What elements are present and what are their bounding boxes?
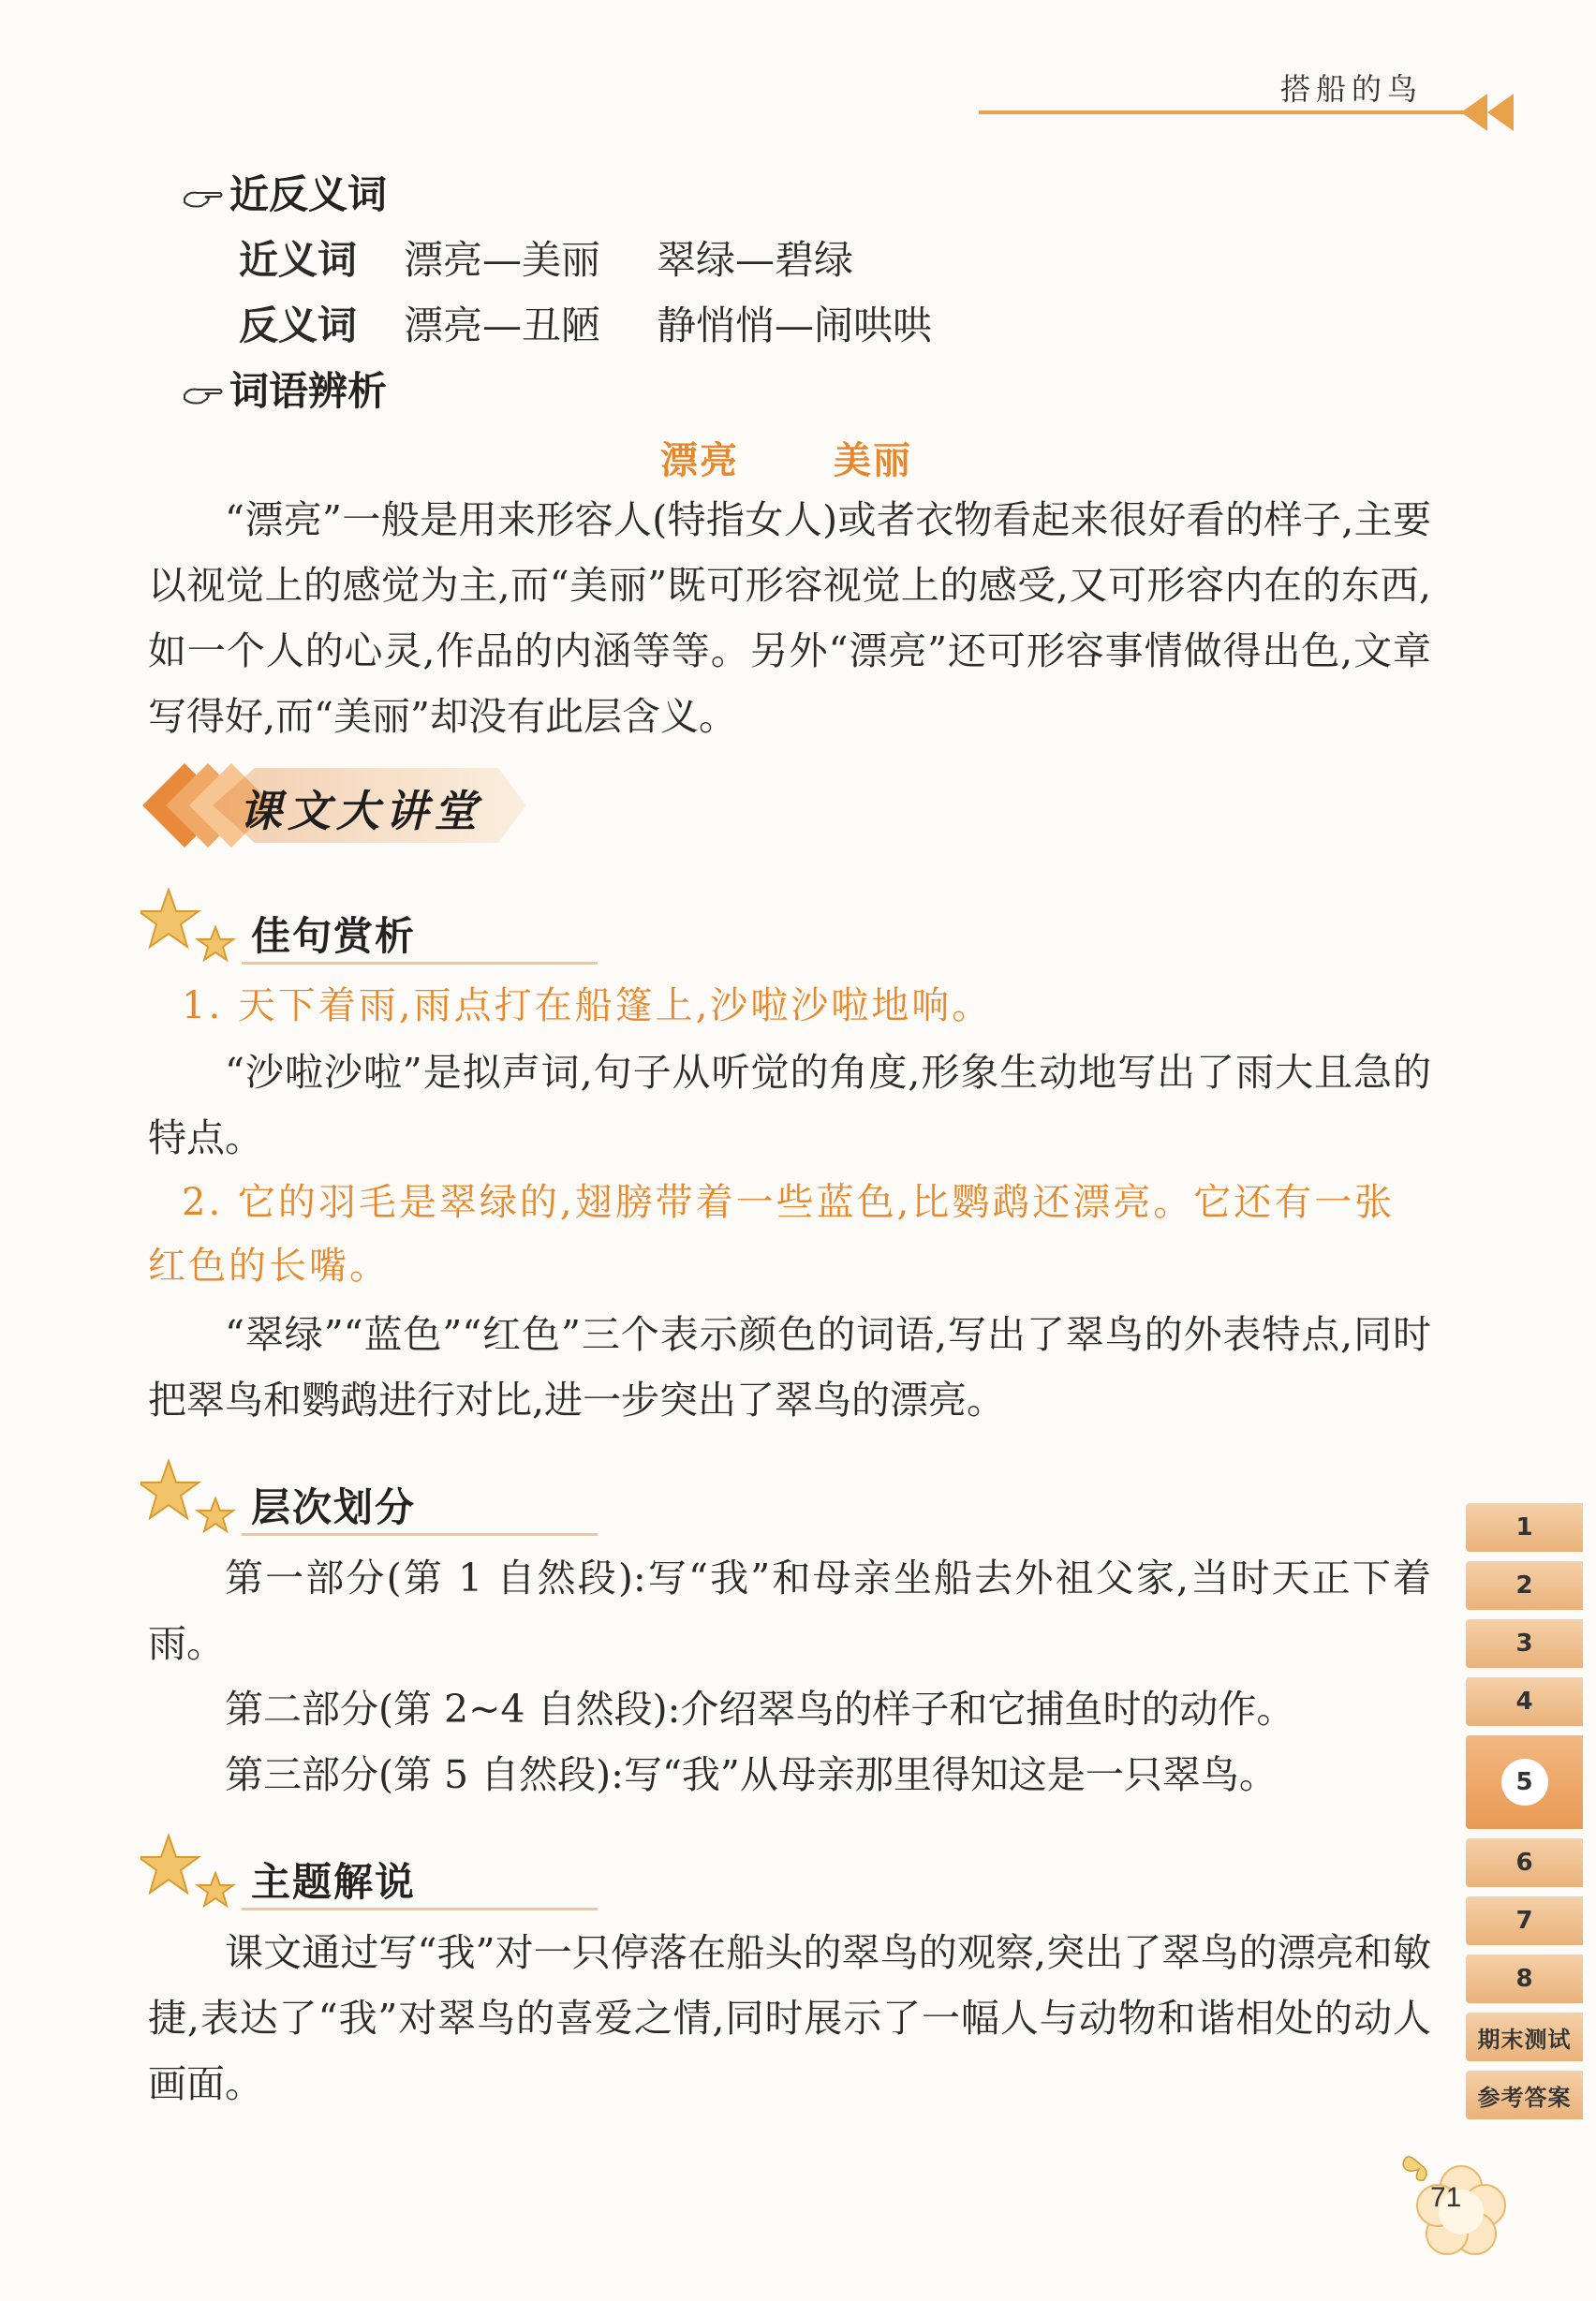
double-arrow-icon	[1450, 89, 1520, 136]
compare-word: 美丽	[834, 439, 912, 482]
example-sentence-2	[148, 1171, 1431, 1298]
theme-title: 主题解说	[251, 1859, 417, 1905]
tab-1[interactable]: 1	[1466, 1503, 1583, 1552]
word-analysis-title: 词语辨析	[229, 368, 388, 414]
structure-heading	[140, 1456, 478, 1550]
compare-word: 漂亮	[660, 439, 739, 482]
tab-answers[interactable]: 参考答案	[1466, 2071, 1583, 2119]
antonym-pair: 漂亮—丑陋	[404, 302, 601, 348]
stars-icon	[140, 885, 244, 969]
tab-2[interactable]: 2	[1466, 1561, 1583, 1610]
header-rule	[979, 111, 1466, 114]
active-tab-number: 5	[1501, 1759, 1548, 1806]
synonyms-title: 近反义词	[229, 171, 388, 217]
word-analysis-text: “漂亮”一般是用来形容人(特指女人)或者衣物看起来很好看的样子,主要以视觉上的感觉为主,而“美丽”既可形容视觉上的感受,又可形容内在的东西,如一个人的心灵,作品的内涵等等。另外“漂亮”还可形容事情做得出色,文章写得好,而“美丽”却没有此层含义。	[148, 497, 1432, 739]
heading-underline	[242, 962, 598, 965]
lesson-title: 搭船的鸟	[1279, 71, 1423, 107]
stars-icon	[140, 1831, 244, 1915]
pointing-hand-icon	[183, 185, 224, 210]
synonym-pair: 翠绿—碧绿	[657, 237, 854, 283]
synonym-pair: 漂亮—美丽	[404, 237, 601, 283]
synonyms-section-heading	[183, 164, 387, 220]
synonym-row	[239, 229, 853, 286]
antonym-pair: 静悄悄—闹哄哄	[657, 302, 933, 348]
page-number: 71	[1430, 2182, 1462, 2213]
structure-part: 第二部分(第 2~4 自然段):介绍翠鸟的样子和它捕鱼时的动作。	[225, 1687, 1295, 1732]
heading-underline	[242, 1533, 598, 1536]
antonym-label: 反义词	[239, 302, 358, 348]
tab-7[interactable]: 7	[1466, 1896, 1583, 1945]
example-note-text: “沙啦沙啦”是拟声词,句子从听觉的角度,形象生动地写出了雨大且急的特点。	[148, 1050, 1431, 1160]
structure-title: 层次划分	[251, 1484, 417, 1530]
example-note-2	[148, 1302, 1431, 1433]
example-note-1	[148, 1040, 1431, 1171]
word-analysis-heading	[183, 361, 387, 417]
example-sentence-text: 1. 天下着雨,雨点打在船篷上,沙啦沙啦地响。	[182, 984, 993, 1027]
structure-part: 第一部分(第 1 自然段):写“我”和母亲坐船去外祖父家,当时天正下着雨。	[148, 1556, 1431, 1666]
sentences-title: 佳句赏析	[251, 913, 417, 959]
theme-heading	[140, 1831, 478, 1925]
pointing-hand-icon	[183, 382, 224, 406]
theme-text: 课文通过写“我”对一只停落在船头的翠鸟的观察,突出了翠鸟的漂亮和敏捷,表达了“我”对翠鸟的喜爱之情,同时展示了一幅人与动物和谐相处的动人画面。	[148, 1930, 1431, 2106]
theme-paragraph	[148, 1920, 1431, 2117]
tab-4[interactable]: 4	[1466, 1677, 1583, 1726]
banner-title: 课文大讲堂	[239, 786, 482, 836]
structure-parts	[148, 1545, 1431, 1807]
stars-icon	[140, 1456, 244, 1541]
antonym-row	[239, 295, 932, 351]
sentences-heading	[140, 885, 478, 979]
word-analysis-paragraph	[148, 487, 1431, 749]
tab-6[interactable]: 6	[1466, 1838, 1583, 1887]
example-note-text: “翠绿”“蓝色”“红色”三个表示颜色的词语,写出了翠鸟的外表特点,同时把翠鸟和鹦鹉进行对比,进一步突出了翠鸟的漂亮。	[148, 1312, 1431, 1423]
tab-5[interactable]	[1466, 1735, 1583, 1829]
tab-3[interactable]: 3	[1466, 1619, 1583, 1668]
example-sentence-1	[148, 974, 1431, 1038]
tab-final-test[interactable]: 期末测试	[1466, 2013, 1583, 2061]
synonym-label: 近义词	[239, 237, 358, 283]
tab-8[interactable]: 8	[1466, 1954, 1583, 2003]
heading-underline	[242, 1908, 598, 1910]
example-sentence-text: 2. 它的羽毛是翠绿的,翅膀带着一些蓝色,比鹦鹉还漂亮。它还有一张红色的长嘴。	[148, 1181, 1396, 1288]
structure-part: 第三部分(第 5 自然段):写“我”从母亲那里得知这是一只翠鸟。	[225, 1752, 1278, 1797]
